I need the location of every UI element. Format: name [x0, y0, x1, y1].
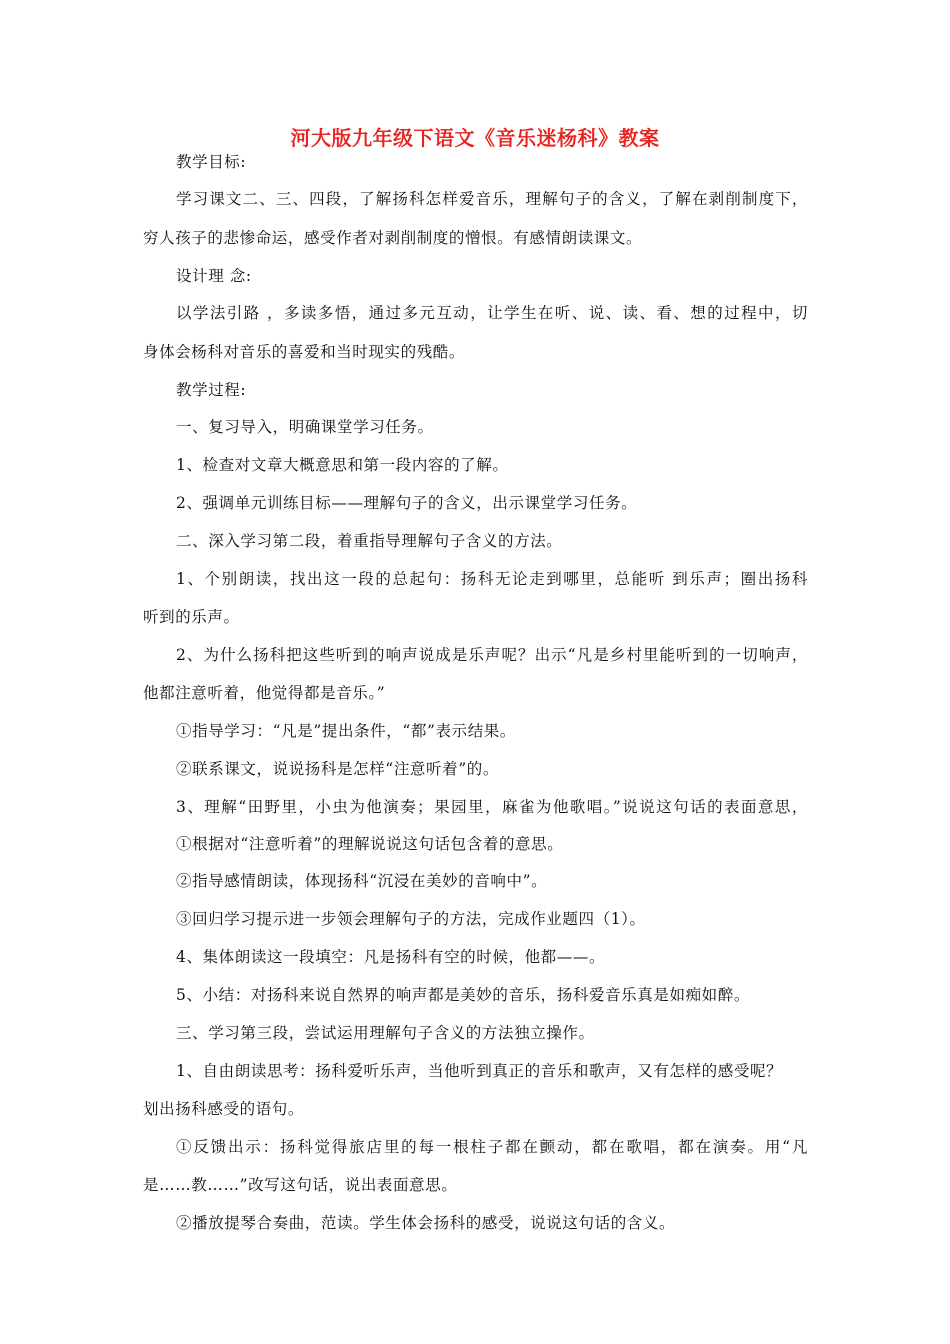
paragraph-line: 学习课文二、三、四段，了解扬科怎样爱音乐，理解句子的含义，了解在剥削制度下，	[176, 190, 808, 208]
paragraph-line: 他都注意听着，他觉得都是音乐。”	[143, 684, 386, 702]
paragraph-line: 1、个别朗读，找出这一段的总起句：扬科无论走到哪里，总能听 到乐声；圈出扬科	[176, 570, 808, 588]
paragraph-line: ②联系课文，说说扬科是怎样“注意听着”的。	[176, 760, 499, 778]
paragraph-line: ②指导感情朗读，体现扬科“沉浸在美妙的音响中”。	[176, 872, 548, 890]
paragraph-line: 2、强调单元训练目标——理解句子的含义，出示课堂学习任务。	[176, 494, 638, 512]
paragraph-line: 二、深入学习第二段，着重指导理解句子含义的方法。	[176, 532, 563, 550]
paragraph-line: 3、理解“田野里，小虫为他演奏；果园里，麻雀为他歌唱。”说说这句话的表面意思，	[176, 798, 808, 816]
paragraph-line: 以学法引路 ，多读多悟，通过多元互动，让学生在听、说、读、看、想的过程中，切	[176, 304, 808, 322]
paragraph-line: 1、检查对文章大概意思和第一段内容的了解。	[176, 456, 509, 474]
paragraph-line: 划出扬科感受的语句。	[143, 1100, 305, 1118]
document-title: 河大版九年级下语文《音乐迷杨科》教案	[290, 126, 660, 150]
paragraph-line: ①根据对“注意听着”的理解说说这句话包含着的意思。	[176, 835, 564, 853]
paragraph-line: ②播放提琴合奏曲，范读。学生体会扬科的感受，说说这句话的含义。	[176, 1214, 676, 1232]
paragraph-line: 2、为什么扬科把这些听到的响声说成是乐声呢？出示“凡是乡村里能听到的一切响声，	[176, 646, 808, 664]
paragraph-line: 听到的乐声。	[143, 608, 240, 626]
paragraph-line: 是……教……”改写这句话，说出表面意思。	[143, 1176, 458, 1194]
paragraph-line: 教学目标:	[176, 153, 247, 171]
paragraph-line: 穷人孩子的悲惨命运，感受作者对剥削制度的憎恨。有感情朗读课文。	[143, 229, 643, 247]
paragraph-line: ①反馈出示：扬科觉得旅店里的每一根柱子都在颤动，都在歌唱，都在演奏。用“凡	[176, 1138, 808, 1156]
paragraph-line: 5、小结：对扬科来说自然界的响声都是美妙的音乐，扬科爱音乐真是如痴如醉。	[176, 986, 750, 1004]
paragraph-line: 1、自由朗读思考：扬科爱听乐声，当他听到真正的音乐和歌声，又有怎样的感受呢？	[176, 1062, 783, 1080]
paragraph-line: 一、复习导入，明确课堂学习任务。	[176, 418, 434, 436]
paragraph-line: 身体会杨科对音乐的喜爱和当时现实的残酷。	[143, 343, 466, 361]
paragraph-line: 三、学习第三段，尝试运用理解句子含义的方法独立操作。	[176, 1024, 595, 1042]
paragraph-line: ①指导学习：“凡是”提出条件，“都”表示结果。	[176, 722, 516, 740]
paragraph-line: 设计理 念:	[176, 267, 252, 285]
paragraph-line: 教学过程:	[176, 381, 247, 399]
paragraph-line: 4、集体朗读这一段填空：凡是扬科有空的时候，他都——。	[176, 948, 606, 966]
paragraph-line: ③回归学习提示进一步领会理解句子的方法，完成作业题四（1）。	[176, 910, 646, 928]
